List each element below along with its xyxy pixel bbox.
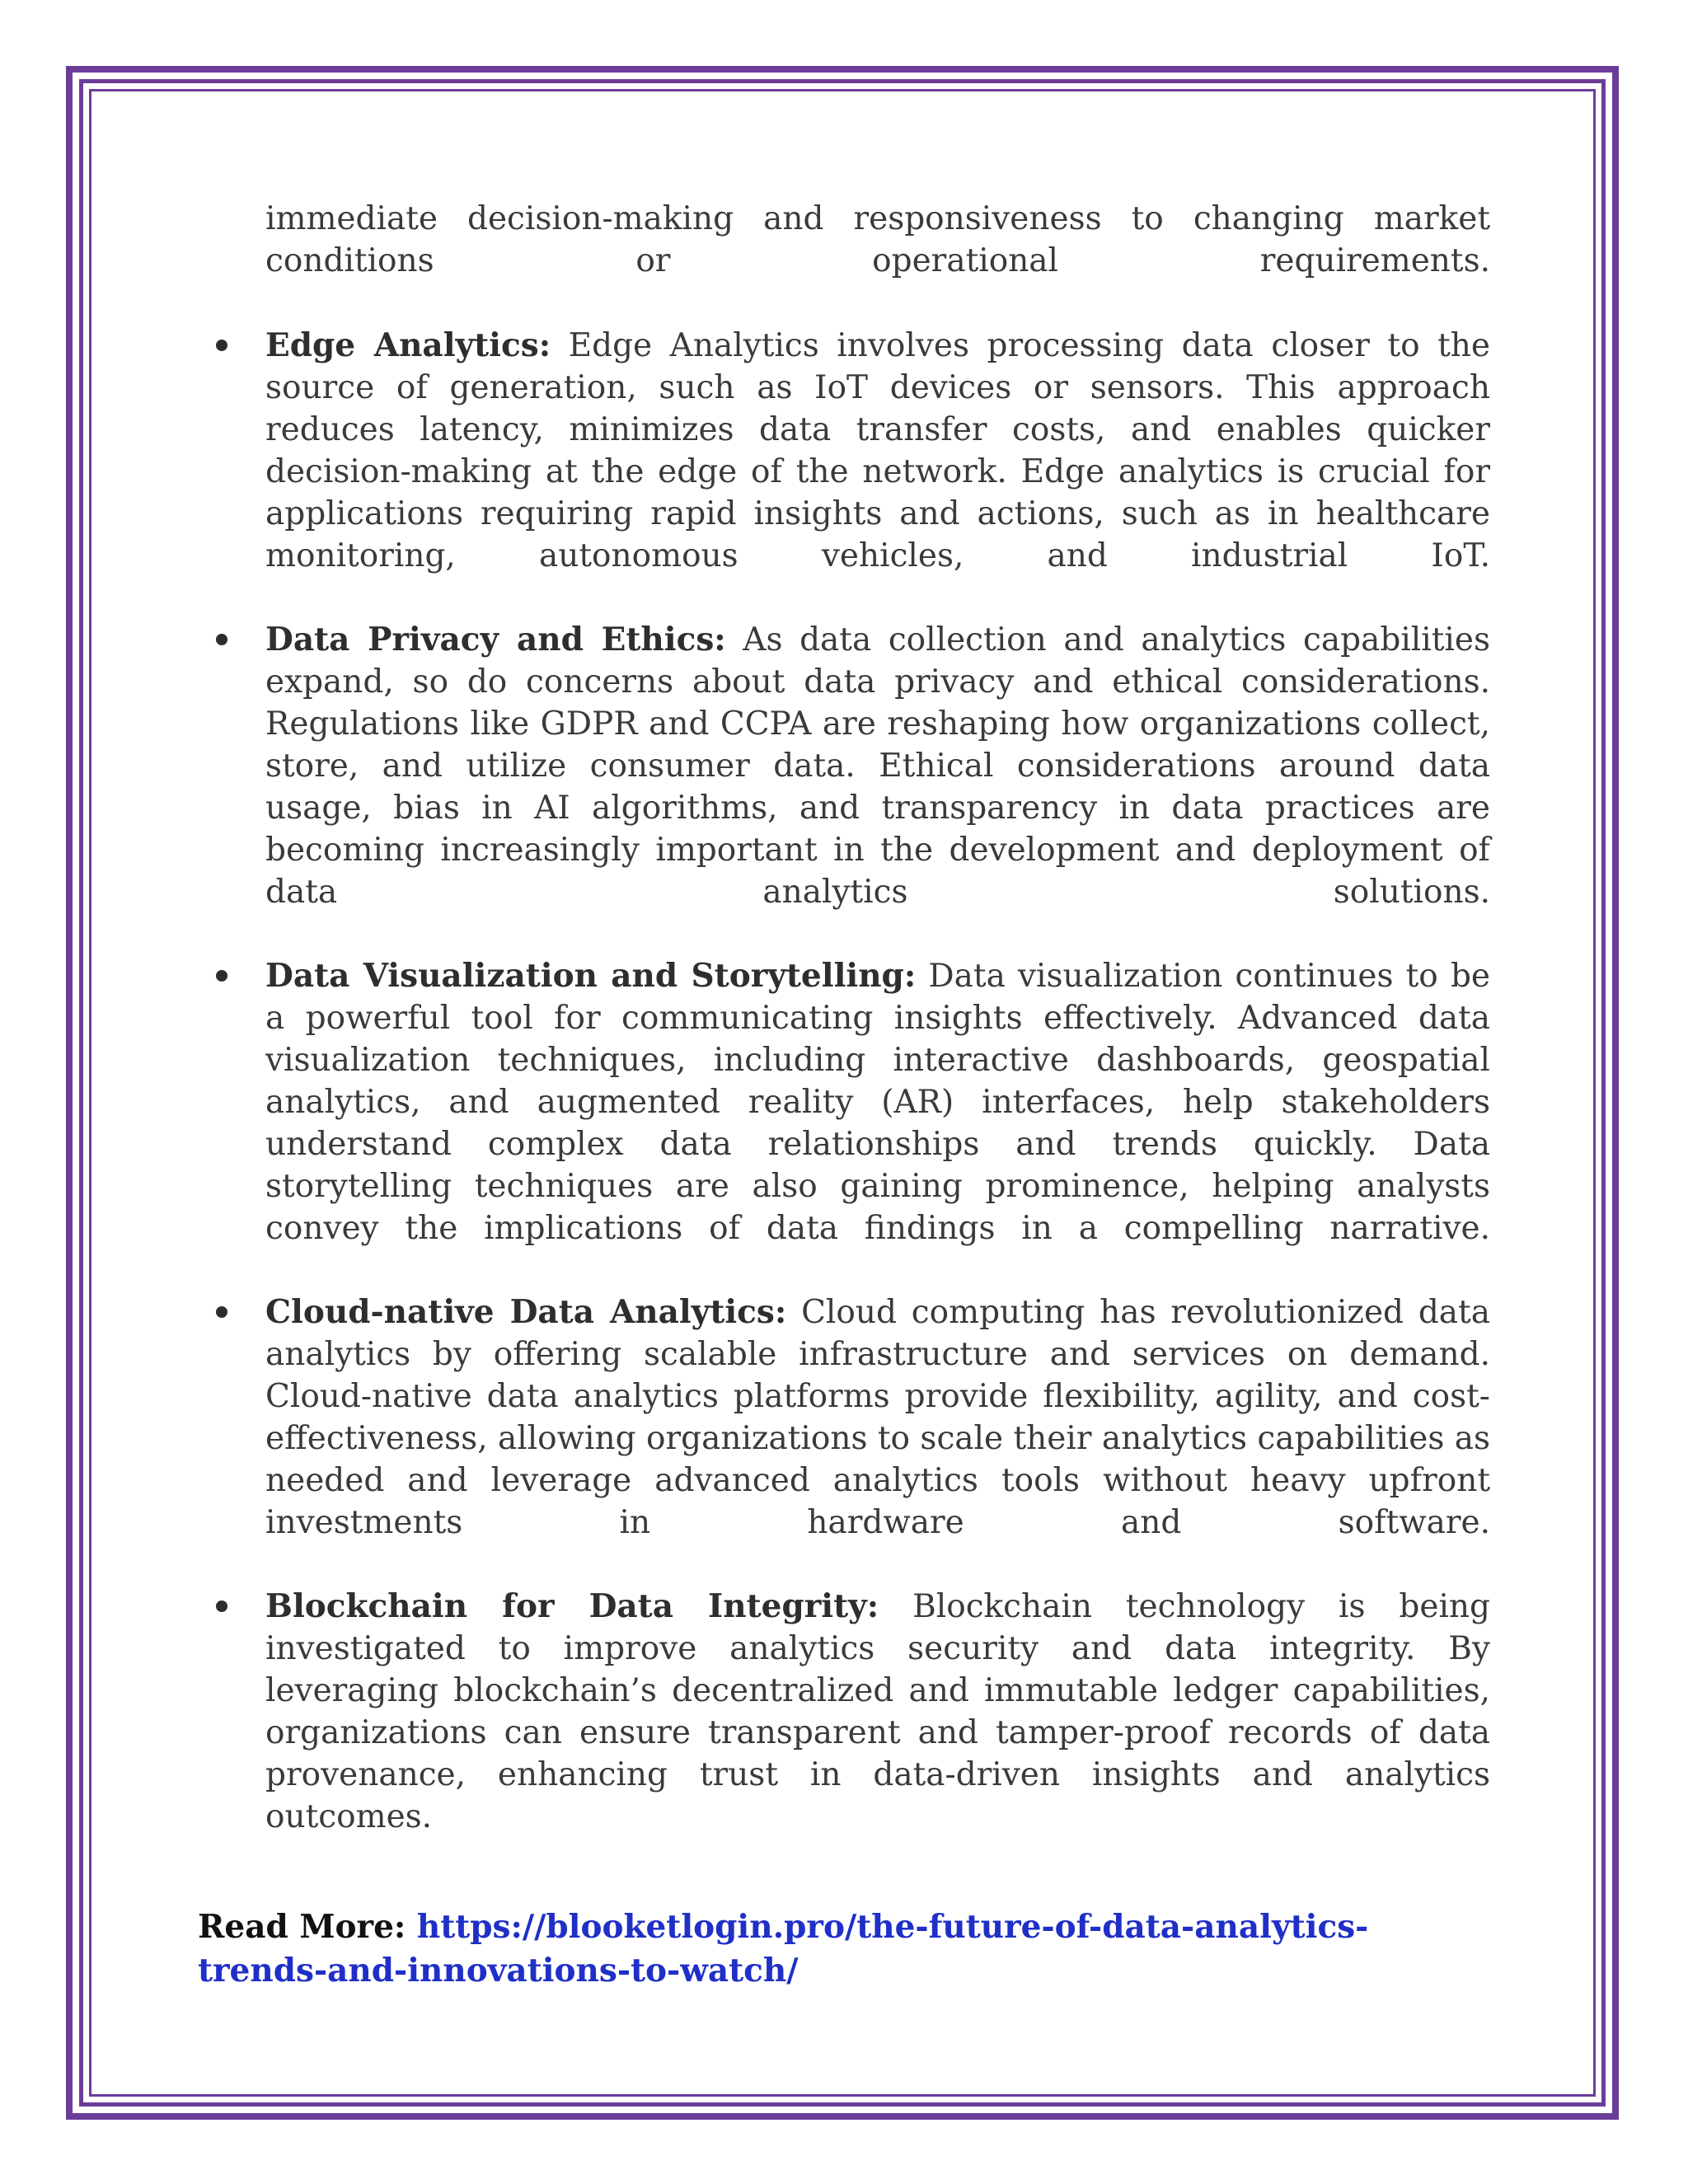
list-item-term: Blockchain for Data Integrity: [265, 1587, 879, 1625]
read-more-link[interactable]: https://blooketlogin.pro/the-future-of-data-analytics-trends-and-innovations-to-watch/ [198, 1908, 1369, 1990]
list-item-cloud-native [198, 1291, 1490, 1544]
bullet-icon [216, 340, 227, 351]
list-item-term: Data Visualization and Storytelling: [265, 957, 917, 995]
document-body [198, 198, 1490, 1993]
list-item-data-visualization [198, 955, 1490, 1249]
bullet-icon [216, 970, 227, 982]
list-item-text: Blockchain technology is being investigated to improve analytics security and data integrity. By leveraging blockchain’s decentralized and immutable ledger capabilities, organizations can ensure transparent and tamper-proof records of data provenance, enhancing trust in data-driven insights and analytics outcomes. [265, 1588, 1490, 1835]
list-item-term: Edge Analytics: [265, 326, 551, 364]
list-item-term: Data Privacy and Ethics: [265, 621, 726, 658]
list-item-text: Edge Analytics involves processing data closer to the source of generation, such as IoT devices or sensors. This approach reduces latency, minimizes data transfer costs, and enables quicker decision-making at the edge of the network. Edge analytics is crucial for applications requiring rapid insights and actions, such as in healthcare monitoring, autonomous vehicles, and industrial IoT. [265, 327, 1490, 574]
list-item-term: Cloud-native Data Analytics: [265, 1293, 787, 1331]
bullet-icon [216, 1306, 227, 1318]
list-item-data-privacy [198, 619, 1490, 913]
intro-continuation: immediate decision-making and responsiveness to changing market conditions or operational requirements. [265, 200, 1490, 279]
bullet-icon [216, 634, 227, 645]
read-more [198, 1905, 1490, 1993]
list-item-text: As data collection and analytics capabilities expand, so do concerns about data privacy and ethical considerations. Regulations like GDPR and CCPA are reshaping how organizations collect, store, and utilize consumer data. Ethical considerations around data usage, bias in AI algorithms, and transparency in data practices are becoming increasingly important in the development and deployment of data analytics solutions. [265, 621, 1490, 911]
trends-list [198, 325, 1490, 1838]
bullet-icon [216, 1601, 227, 1612]
list-item-text: Data visualization continues to be a powerful tool for communicating insights effectively. Advanced data visualization techniques, including interactive dashboards, geospatial analytics, and augmented reality (AR) interfaces, help stakeholders understand complex data relationships and trends quickly. Data storytelling techniques are also gaining prominence, helping analysts convey the implications of data findings in a compelling narrative. [265, 958, 1490, 1247]
read-more-label: Read More: [198, 1908, 406, 1946]
list-item-blockchain [198, 1586, 1490, 1838]
list-item-edge-analytics [198, 325, 1490, 577]
list-item-text: Cloud computing has revolutionized data analytics by offering scalable infrastructure and services on demand. Cloud-native data analytics platforms provide flexibility, agility, and cost-effectiveness, allowing organizations to scale their analytics capabilities as needed and leverage advanced analytics tools without heavy upfront investments in hardware and software. [265, 1294, 1490, 1541]
